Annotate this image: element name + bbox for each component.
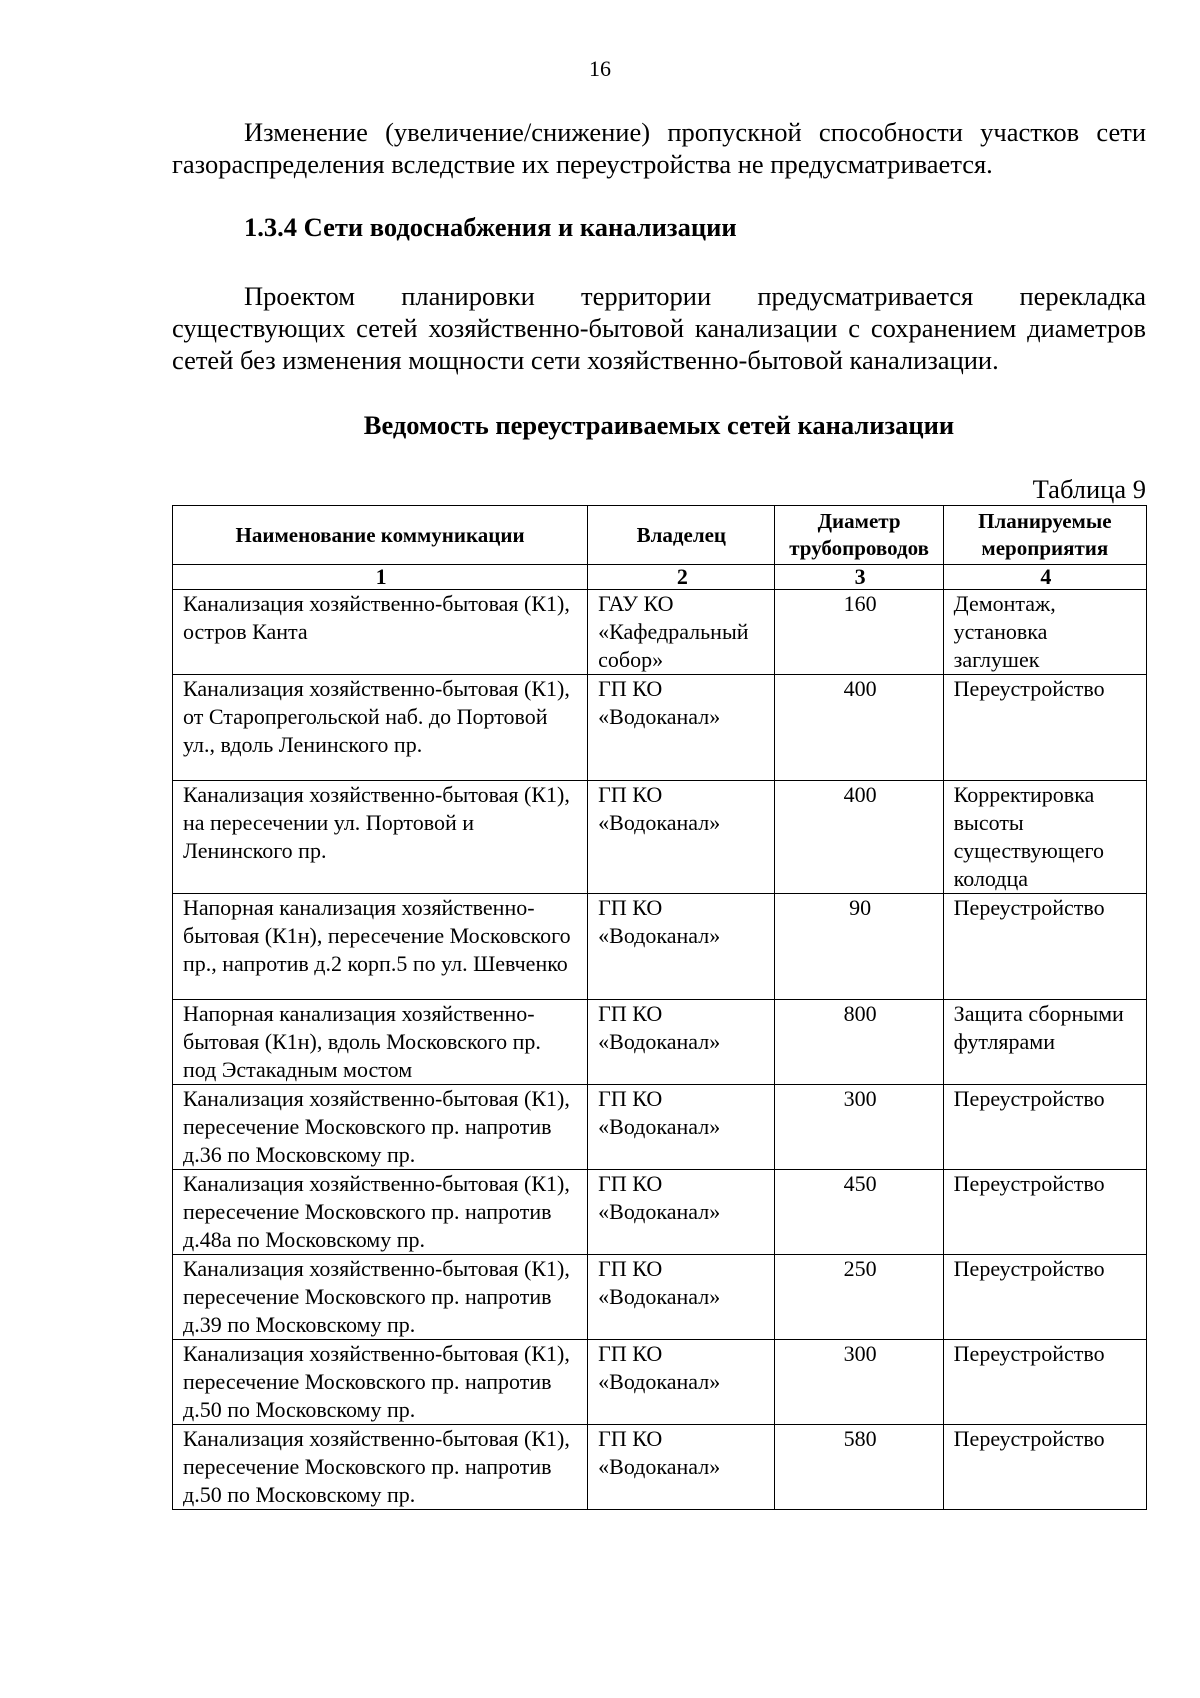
cell-action: Переустройство: [943, 1425, 1146, 1510]
cell-diameter: 90: [775, 894, 943, 1000]
cell-owner: ГП КО «Водоканал»: [588, 1340, 775, 1425]
cell-diameter: 400: [775, 781, 943, 894]
column-number: 1: [173, 565, 588, 590]
table-row: [173, 1000, 1147, 1085]
page-number: 16: [589, 56, 611, 81]
cell-diameter: 450: [775, 1170, 943, 1255]
column-number-row: [173, 565, 1147, 590]
cell-diameter: 580: [775, 1425, 943, 1510]
cell-owner: ГП КО «Водоканал»: [588, 1085, 775, 1170]
cell-action: Демонтаж, установка заглушек: [943, 590, 1146, 675]
cell-name: Канализация хозяйственно-бытовая (К1), пересечение Московского пр. напротив д.39 по Московскому пр.: [173, 1255, 588, 1340]
cell-action: Переустройство: [943, 675, 1146, 781]
header-action: Планируемые мероприятия: [943, 506, 1146, 565]
cell-owner: ГП КО «Водоканал»: [588, 1255, 775, 1340]
cell-name: Напорная канализация хозяйственно-бытовая (К1н), пересечение Московского пр., напротив д.2 корп.5 по ул. Шевченко: [173, 894, 588, 1000]
cell-owner: ГП КО «Водоканал»: [588, 675, 775, 781]
table-caption: Таблица 9: [1032, 474, 1146, 504]
intro-paragraph: Изменение (увеличение/снижение) пропускной способности участков сети газораспределения вследствие их переустройства не предусматривается.: [172, 117, 1146, 179]
header-name: Наименование коммуникации: [173, 506, 588, 565]
section-title: 1.3.4 Сети водоснабжения и канализации: [244, 212, 737, 242]
table-row: [173, 590, 1147, 675]
cell-owner: ГП КО «Водоканал»: [588, 781, 775, 894]
cell-action: Защита сборными футлярами: [943, 1000, 1146, 1085]
cell-name: Канализация хозяйственно-бытовая (К1), пересечение Московского пр. напротив д.50 по Московскому пр.: [173, 1425, 588, 1510]
cell-owner: ГП КО «Водоканал»: [588, 1000, 775, 1085]
cell-diameter: 250: [775, 1255, 943, 1340]
body-paragraph: Проектом планировки территории предусматривается перекладка существующих сетей хозяйственно-бытовой канализации с сохранением диаметров сетей без изменения мощности сети хозяйственно-бытовой канализации.: [172, 281, 1146, 375]
cell-action: Переустройство: [943, 894, 1146, 1000]
header-owner: Владелец: [588, 506, 775, 565]
table-heading: Ведомость переустраиваемых сетей канализации: [363, 410, 955, 440]
cell-diameter: 160: [775, 590, 943, 675]
table-row: [173, 1255, 1147, 1340]
cell-owner: ГП КО «Водоканал»: [588, 1170, 775, 1255]
cell-name: Канализация хозяйственно-бытовая (К1), остров Канта: [173, 590, 588, 675]
table-row: [173, 1170, 1147, 1255]
column-number: 3: [775, 565, 943, 590]
cell-action: Переустройство: [943, 1340, 1146, 1425]
cell-name: Канализация хозяйственно-бытовая (К1), от Старопрегольской наб. до Портовой ул., вдоль Ленинского пр.: [173, 675, 588, 781]
table-row: [173, 1340, 1147, 1425]
table-row: [173, 894, 1147, 1000]
cell-diameter: 300: [775, 1340, 943, 1425]
cell-owner: ГП КО «Водоканал»: [588, 894, 775, 1000]
table-header-row: [173, 506, 1147, 565]
cell-name: Канализация хозяйственно-бытовая (К1), пересечение Московского пр. напротив д.36 по Московскому пр.: [173, 1085, 588, 1170]
cell-name: Канализация хозяйственно-бытовая (К1), на пересечении ул. Портовой и Ленинского пр.: [173, 781, 588, 894]
cell-diameter: 800: [775, 1000, 943, 1085]
column-number: 4: [943, 565, 1146, 590]
cell-name: Напорная канализация хозяйственно-бытовая (К1н), вдоль Московского пр. под Эстакадным мостом: [173, 1000, 588, 1085]
cell-action: Переустройство: [943, 1170, 1146, 1255]
table-row: [173, 675, 1147, 781]
table-row: [173, 1425, 1147, 1510]
cell-diameter: 300: [775, 1085, 943, 1170]
cell-action: Переустройство: [943, 1085, 1146, 1170]
cell-action: Корректировка высоты существующего колодца: [943, 781, 1146, 894]
table-row: [173, 781, 1147, 894]
column-number: 2: [588, 565, 775, 590]
cell-owner: ГАУ КО «Кафедральный собор»: [588, 590, 775, 675]
cell-name: Канализация хозяйственно-бытовая (К1), пересечение Московского пр. напротив д.50 по Московскому пр.: [173, 1340, 588, 1425]
cell-action: Переустройство: [943, 1255, 1146, 1340]
table-row: [173, 1085, 1147, 1170]
header-diameter: Диаметр трубопроводов: [775, 506, 943, 565]
cell-name: Канализация хозяйственно-бытовая (К1), пересечение Московского пр. напротив д.48а по Московскому пр.: [173, 1170, 588, 1255]
cell-diameter: 400: [775, 675, 943, 781]
cell-owner: ГП КО «Водоканал»: [588, 1425, 775, 1510]
sewer-networks-table: [172, 505, 1147, 1510]
